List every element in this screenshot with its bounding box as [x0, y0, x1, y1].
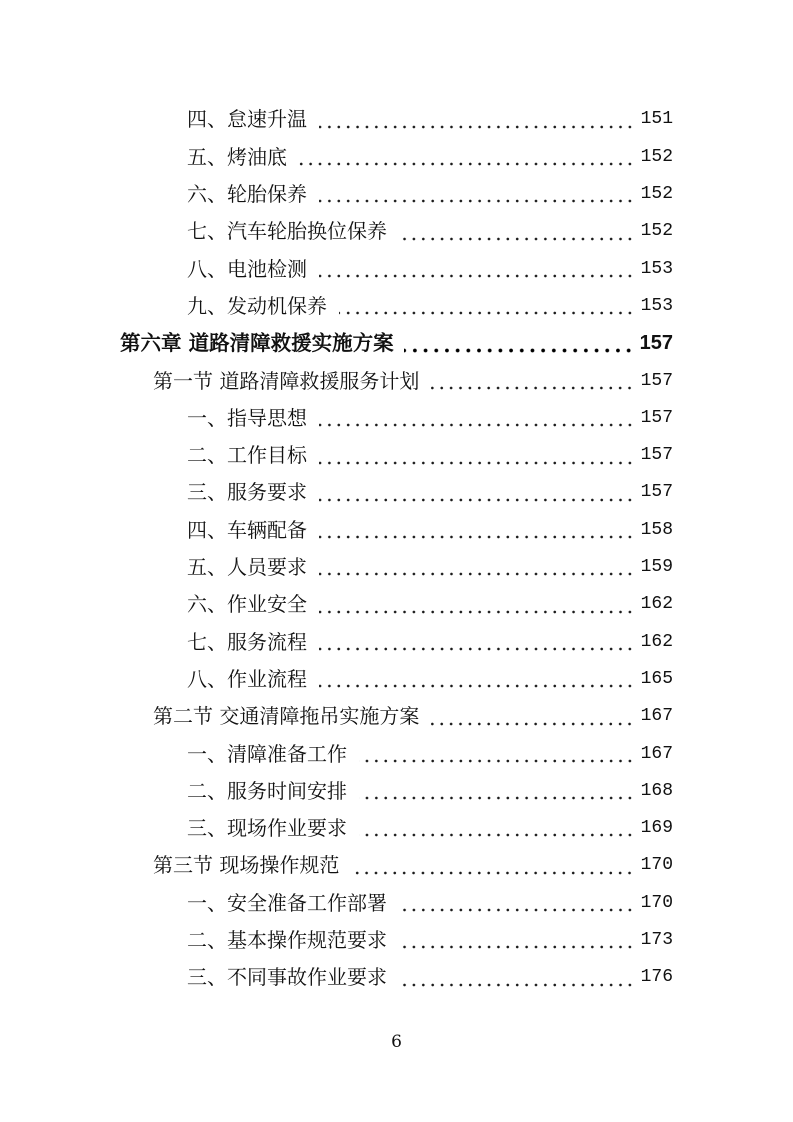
- toc-item-title: 五、烤油底: [187, 144, 287, 169]
- dot-leader: [399, 922, 635, 959]
- dot-leader: [359, 773, 635, 810]
- toc-chapter: [120, 325, 673, 996]
- toc-item-title: 一、指导思想: [187, 405, 307, 430]
- dot-leader: [299, 139, 635, 176]
- dot-leader: [399, 885, 635, 922]
- toc-item-row: [120, 288, 673, 325]
- toc-item-row: [120, 624, 673, 661]
- toc-item-page-number: 176: [640, 967, 673, 988]
- toc-item-page-number: 157: [640, 445, 673, 466]
- dot-leader: [319, 101, 635, 138]
- toc-section-page-number: 167: [640, 706, 673, 727]
- toc-item-page-number: 168: [640, 780, 673, 801]
- dot-leader: [319, 661, 635, 698]
- dot-leader: [399, 213, 635, 250]
- toc-section-page-number: 170: [640, 855, 673, 876]
- toc-item-title: 七、汽车轮胎换位保养: [187, 219, 387, 244]
- dot-leader: [431, 698, 634, 735]
- toc-section-row: [120, 698, 673, 735]
- toc-item-row: [120, 474, 673, 511]
- toc-item-row: [120, 101, 673, 138]
- dot-leader: [431, 362, 634, 399]
- toc-item-page-number: 151: [640, 109, 673, 130]
- toc-item-title: 三、现场作业要求: [187, 816, 347, 841]
- toc-item-page-number: 162: [640, 631, 673, 652]
- dot-leader: [319, 437, 635, 474]
- toc-item-row: [120, 922, 673, 959]
- dot-leader: [359, 810, 635, 847]
- toc-item-page-number: 153: [640, 258, 673, 279]
- toc-item-page-number: 162: [640, 594, 673, 615]
- toc-item-row: [120, 400, 673, 437]
- toc-item-title: 四、车辆配备: [187, 517, 307, 542]
- toc-item-page-number: 157: [640, 407, 673, 428]
- toc-section: [120, 847, 673, 996]
- toc-item-page-number: 157: [640, 482, 673, 503]
- toc-section-page-number: 157: [640, 370, 673, 391]
- table-of-contents: [120, 101, 673, 996]
- dot-leader: [351, 847, 634, 884]
- toc-section-row: [120, 362, 673, 399]
- toc-item-page-number: 152: [640, 221, 673, 242]
- toc-item-page-number: 152: [640, 146, 673, 167]
- dot-leader: [319, 549, 635, 586]
- toc-leading-items: [120, 101, 673, 325]
- toc-chapter-row: [120, 325, 673, 362]
- dot-leader: [319, 474, 635, 511]
- toc-item-row: [120, 959, 673, 996]
- toc-item-title: 一、安全准备工作部署: [187, 890, 387, 915]
- toc-item-row: [120, 251, 673, 288]
- dot-leader: [359, 735, 635, 772]
- toc-chapter-title: 第六章 道路清障救援实施方案: [120, 331, 394, 356]
- toc-item-page-number: 167: [640, 743, 673, 764]
- toc-item-title: 六、轮胎保养: [187, 182, 307, 207]
- toc-item-title: 八、作业流程: [187, 666, 307, 691]
- dot-leader: [319, 400, 635, 437]
- toc-chapter-page-number: 157: [639, 332, 673, 355]
- toc-item-title: 三、服务要求: [187, 480, 307, 505]
- toc-item-page-number: 170: [640, 892, 673, 913]
- toc-item-page-number: 173: [640, 930, 673, 951]
- toc-item-row: [120, 512, 673, 549]
- toc-item-title: 七、服务流程: [187, 629, 307, 654]
- dot-leader: [319, 251, 635, 288]
- toc-item-row: [120, 735, 673, 772]
- toc-item-row: [120, 661, 673, 698]
- toc-section-title: 第三节 现场操作规范: [153, 853, 340, 878]
- dot-leader: [319, 586, 635, 623]
- toc-item-page-number: 153: [640, 295, 673, 316]
- toc-item-page-number: 169: [640, 818, 673, 839]
- dot-leader: [319, 512, 635, 549]
- toc-section: [120, 362, 673, 698]
- toc-item-title: 二、工作目标: [187, 443, 307, 468]
- toc-section: [120, 698, 673, 847]
- dot-leader: [319, 176, 635, 213]
- toc-item-row: [120, 885, 673, 922]
- toc-item-row: [120, 176, 673, 213]
- toc-item-row: [120, 773, 673, 810]
- toc-item-page-number: 158: [640, 519, 673, 540]
- dot-leader: [339, 288, 635, 325]
- toc-section-title: 第一节 道路清障救援服务计划: [153, 368, 420, 393]
- toc-item-row: [120, 549, 673, 586]
- toc-item-title: 四、怠速升温: [187, 107, 307, 132]
- toc-item-row: [120, 586, 673, 623]
- toc-item-row: [120, 139, 673, 176]
- toc-item-title: 一、清障准备工作: [187, 741, 347, 766]
- toc-item-row: [120, 437, 673, 474]
- toc-section-title: 第二节 交通清障拖吊实施方案: [153, 704, 420, 729]
- toc-item-title: 八、电池检测: [187, 256, 307, 281]
- toc-item-row: [120, 810, 673, 847]
- toc-item-page-number: 165: [640, 668, 673, 689]
- toc-item-title: 二、服务时间安排: [187, 778, 347, 803]
- toc-item-row: [120, 213, 673, 250]
- page-number: 6: [391, 1032, 402, 1052]
- toc-item-page-number: 152: [640, 184, 673, 205]
- toc-item-title: 六、作业安全: [187, 592, 307, 617]
- toc-item-title: 二、基本操作规范要求: [187, 928, 387, 953]
- dot-leader: [399, 959, 635, 996]
- dot-leader: [404, 325, 634, 362]
- dot-leader: [319, 624, 635, 661]
- toc-item-page-number: 159: [640, 557, 673, 578]
- toc-section-row: [120, 847, 673, 884]
- toc-item-title: 三、不同事故作业要求: [187, 965, 387, 990]
- toc-item-title: 五、人员要求: [187, 555, 307, 580]
- toc-item-title: 九、发动机保养: [187, 293, 327, 318]
